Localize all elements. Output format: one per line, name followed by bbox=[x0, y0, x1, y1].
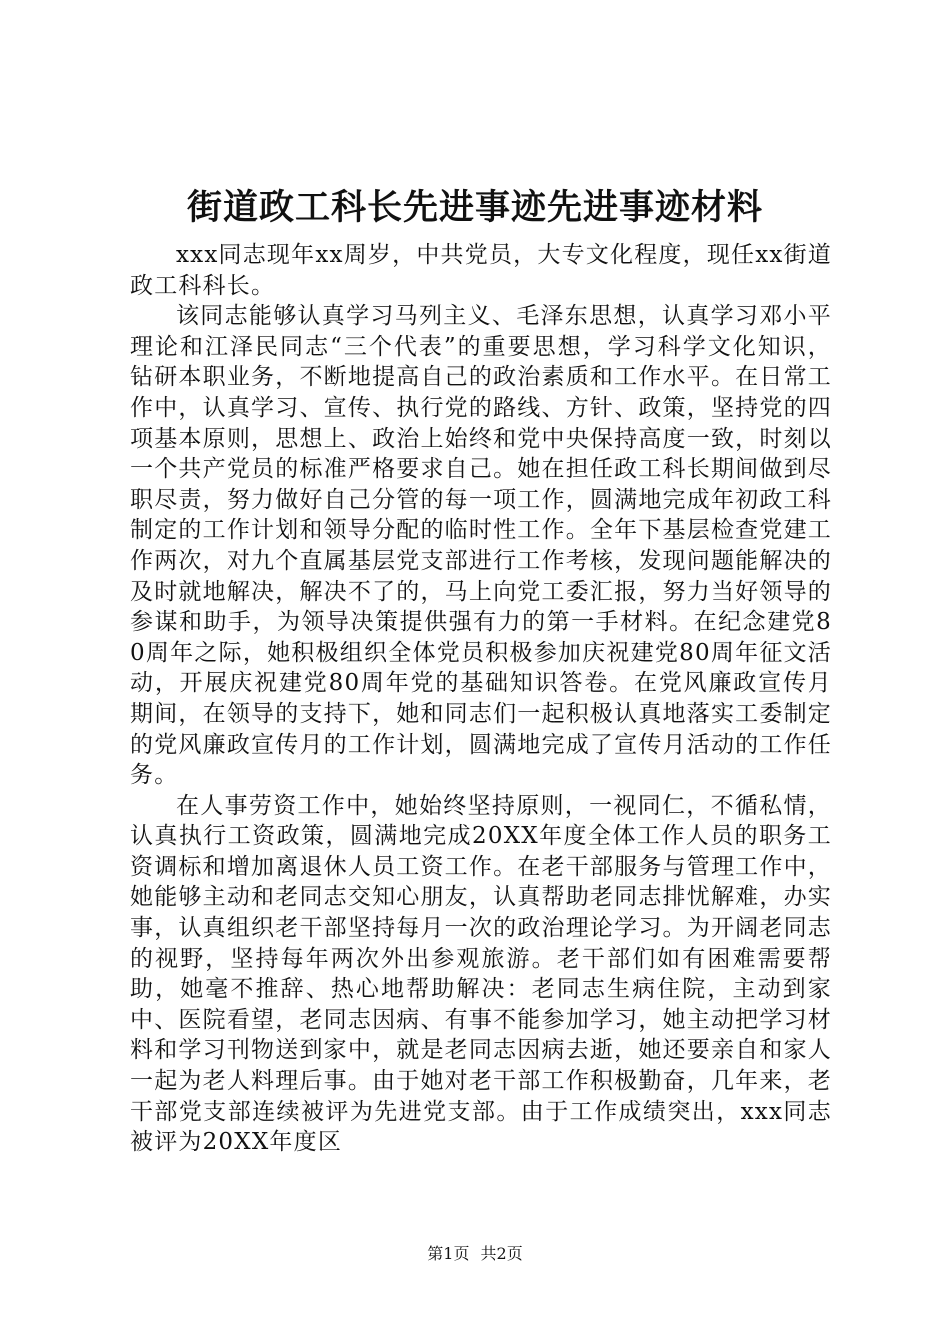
paragraph-political-work: 该同志能够认真学习马列主义、毛泽东思想，认真学习邓小平理论和江泽民同志“三个代表”的重要思想，学习科学文化知识，钻研本职业务，不断地提高自己的政治素质和工作水平。在日常工作中，认真学习、宣传、执行党的路线、方针、政策，坚持党的四项基本原则，思想上、政治上始终和党中央保持高度一致，时刻以一个共产党员的标准严格要求自己。她在担任政工科长期间做到尽职尽责，努力做好自己分管的每一项工作，圆满地完成年初政工科制定的工作计划和领导分配的临时性工作。全年下基层检查党建工作两次，对九个直属基层党支部进行工作考核，发现问题能解决的及时就地解决，解决不了的，马上向党工委汇报，努力当好领导的参谋和助手，为领导决策提供强有力的第一手材料。在纪念建党80周年之际，她积极组织全体党员积极参加庆祝建党80周年征文活动，开展庆祝建党80周年党的基础知识答卷。在党风廉政宣传月期间，在领导的支持下，她和同志们一起积极认真地落实工委制定的党风廉政宣传月的工作计划，圆满地完成了宣传月活动的工作任务。 bbox=[130, 303, 832, 789]
page-total: 共2页 bbox=[480, 1244, 523, 1263]
paragraph-intro: xxx同志现年xx周岁，中共党员，大专文化程度，现任xx街道政工科科长。 bbox=[130, 242, 832, 299]
page-number: 第1页 bbox=[427, 1244, 470, 1263]
document-body bbox=[130, 240, 832, 1158]
page-footer bbox=[0, 1243, 950, 1265]
document-title: 街道政工科长先进事迹先进事迹材料 bbox=[186, 188, 763, 228]
paragraph-personnel-work: 在人事劳资工作中，她始终坚持原则，一视同仁，不循私情，认真执行工资政策，圆满地完成20XX年度全体工作人员的职务工资调标和增加离退休人员工资工作。在老干部服务与管理工作中，她能够主动和老同志交知心朋友，认真帮助老同志排忧解难，办实事，认真组织老干部坚持每月一次的政治理论学习。为开阔老同志的视野，坚持每年两次外出参观旅游。老干部们如有困难需要帮助，她毫不推辞、热心地帮助解决：老同志生病住院，主动到家中、医院看望，老同志因病、有事不能参加学习，她主动把学习材料和学习刊物送到家中，就是老同志因病去逝，她还要亲自和家人一起为老人料理后事。由于她对老干部工作积极勤奋，几年来，老干部党支部连续被评为先进党支部。由于工作成绩突出，xxx同志被评为20XX年度区 bbox=[130, 792, 832, 1156]
